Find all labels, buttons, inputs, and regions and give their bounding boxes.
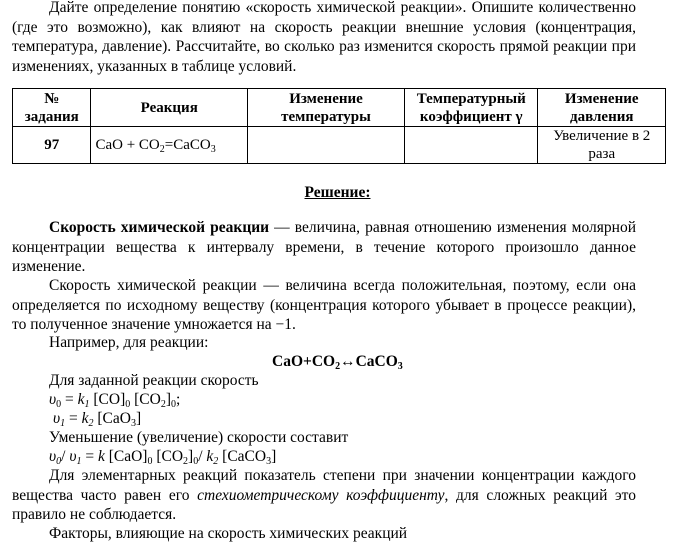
rate-equation-v1 — [53, 409, 141, 428]
table-header-row — [13, 89, 666, 127]
intro-line-3: (концентрация, температура, давление). Рассчитайте, во сколько раз изменится скорость — [12, 18, 637, 55]
v-symbol: υ — [53, 410, 61, 427]
v1-symbol: υ — [69, 448, 77, 465]
given-rate-text: Для заданной реакции скорость — [49, 372, 259, 389]
cell-temperature-coefficient — [405, 127, 538, 164]
semicolon: ; — [176, 391, 181, 408]
para4-text: Для элементарных реакций показатель степени при значении концентрации каждого вещества часто равен его — [12, 467, 636, 504]
k-symbol: k — [77, 391, 85, 408]
intro-line-4: прямой реакции при изменениях, указанных в таблице условий. — [12, 38, 636, 75]
v1-sub: 1 — [76, 456, 82, 467]
reaction-subscript-2: 3 — [210, 144, 216, 155]
conc-close: ] — [188, 448, 194, 465]
conc-2: [CO — [152, 448, 184, 465]
reaction-text: CaO + CO — [95, 137, 160, 153]
rate-equation-v0 — [49, 390, 180, 409]
conc-sub-3: 0 — [193, 456, 199, 467]
header-reaction: Реакция — [91, 89, 248, 127]
eq-sign: = — [65, 410, 82, 427]
reaction-equation — [272, 352, 403, 371]
conc-1: [CaO — [93, 410, 131, 427]
para4-text-2: , для сложных реакций это правило не соблюдается. — [12, 486, 636, 523]
conditions-table — [12, 88, 666, 164]
conc-5: [CaCO — [218, 448, 267, 465]
conc-2: [CO — [130, 391, 161, 408]
conc-sub-1: 0 — [147, 456, 153, 467]
reaction-text-2: =CaCO — [164, 137, 211, 153]
conc-sub-2: 2 — [183, 456, 189, 467]
definition-paragraph — [12, 218, 636, 277]
solution-title: Решение: — [304, 184, 371, 201]
eq-sign: = — [61, 391, 78, 408]
reaction-subscript: 2 — [159, 144, 165, 155]
slash: / — [61, 448, 70, 465]
eq-part-2: ↔CaCO — [340, 353, 398, 370]
v-symbol: υ — [49, 391, 57, 408]
k-sub: 1 — [84, 399, 90, 410]
v-sub: 0 — [56, 399, 62, 410]
intro-line-2: количественно (где это возможно), как влияют на скорость реакции внешние условия — [12, 0, 637, 36]
k2-sub: 2 — [213, 456, 219, 467]
definition-term: Скорость химической реакции — [49, 219, 270, 236]
conc-sub-1: 0 — [125, 399, 131, 410]
eq-sub-2: 3 — [397, 361, 403, 372]
eq-sign: = — [81, 448, 98, 465]
v0-sub: 0 — [56, 456, 62, 467]
conc-close: ] — [165, 391, 171, 408]
factors-heading: Факторы, влияющие на скорость химических реакций — [49, 525, 408, 542]
conc-sub-5: 3 — [266, 456, 272, 467]
k2-symbol: k — [206, 448, 214, 465]
v-sub: 1 — [60, 418, 66, 429]
conc-1: [CO] — [89, 391, 126, 408]
eq-part: CaO+CO — [272, 353, 336, 370]
slash-2: / — [198, 448, 207, 465]
definition-text: — величина, равная отношению изменения молярной концентрации вещества к интервалу времени, в течение которого произошло данное изменение. — [12, 219, 636, 275]
conc-sub-2: 2 — [160, 399, 166, 410]
k-symbol: k — [81, 410, 89, 427]
header-pressure-change: Изменение давления — [538, 89, 666, 127]
table-row — [13, 127, 666, 164]
header-task-number: № задания — [13, 89, 91, 127]
cell-reaction — [91, 127, 248, 164]
example-intro: Например, для реакции: — [49, 334, 209, 351]
elementary-reactions-paragraph — [12, 466, 636, 525]
task-intro — [12, 0, 636, 76]
cell-pressure-change: Увеличение в 2 раза — [538, 127, 666, 164]
conc-sub-1: 3 — [130, 418, 136, 429]
sign-paragraph: Скорость химической реакции — величина всегда положительная, поэтому, если она определяется по исходному веществу (концентрация которого убывает в процессе реакции), то полученное значение умножается на −1. — [12, 277, 636, 333]
change-text: Уменьшение (увеличение) скорости составит — [49, 429, 349, 446]
stoichiometric-term: стехиометрическому коэффициенту — [197, 486, 445, 504]
cell-temperature-change — [248, 127, 405, 164]
intro-line-1: Дайте определение понятию «скорость химической реакции». Опишите — [49, 0, 534, 16]
conc-1: [CaO] — [104, 448, 148, 465]
eq-sub: 2 — [335, 361, 341, 372]
cell-task-number: 97 — [13, 127, 91, 164]
k-symbol: k — [97, 448, 105, 465]
conc-close: ] — [135, 410, 142, 427]
v0-symbol: υ — [49, 448, 57, 465]
conc-close-2: ] — [271, 448, 277, 465]
rate-ratio-equation — [49, 447, 276, 466]
k-sub: 2 — [88, 418, 94, 429]
conc-sub-3: 0 — [171, 399, 176, 410]
header-temperature-change: Изменение температуры — [248, 89, 405, 127]
header-temperature-coefficient: Температурный коэффициент γ — [405, 89, 538, 127]
